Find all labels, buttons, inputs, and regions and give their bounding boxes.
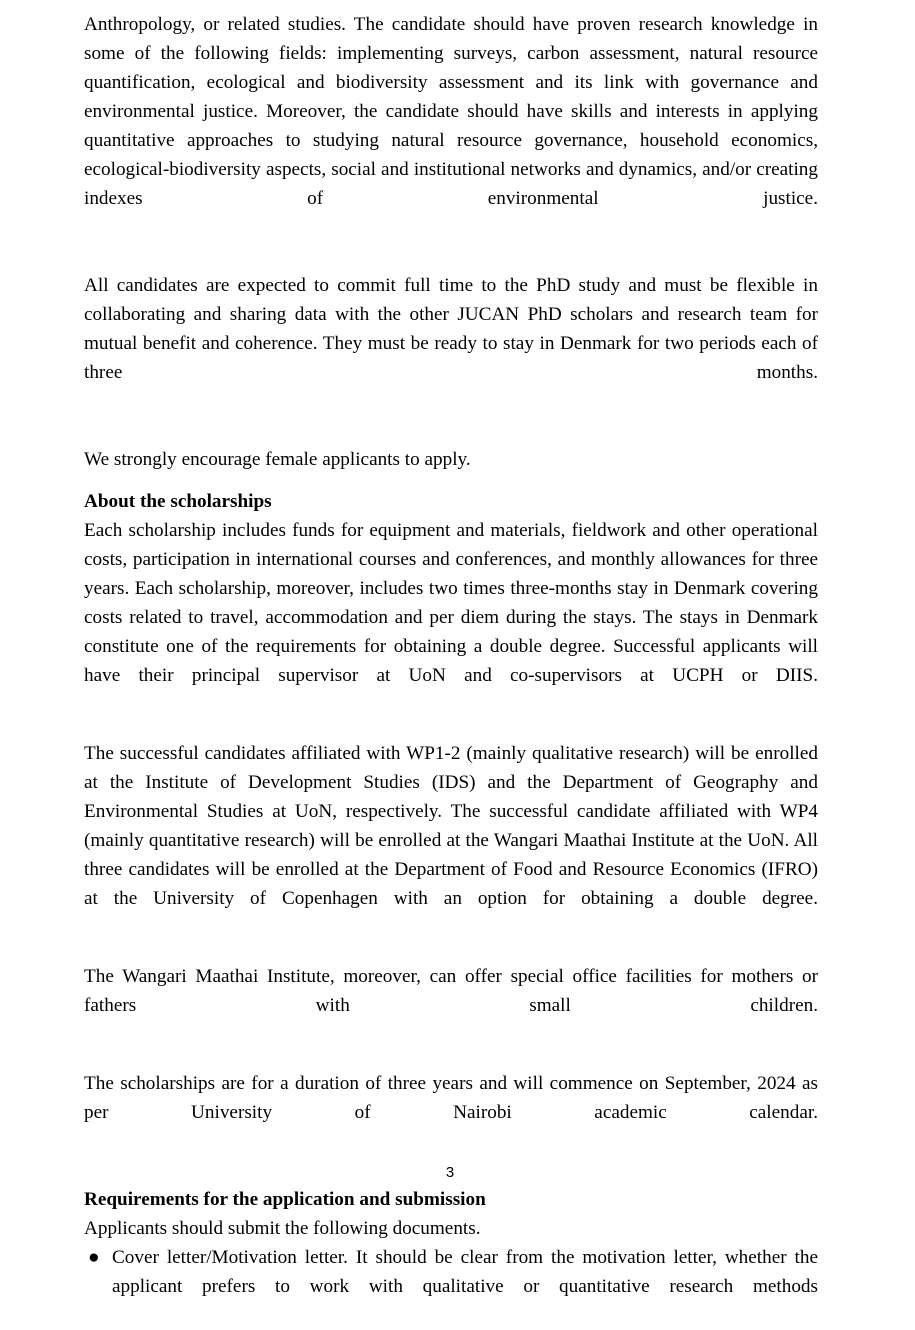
required-documents-list	[84, 1243, 818, 1330]
heading-requirements-for-application: Requirements for the application and submission	[84, 1189, 486, 1210]
paragraph-spacer	[84, 942, 818, 962]
paragraph-enrolment: The successful candidates affiliated with WP1-2 (mainly qualitative research) will be enrolled at the Institute of Development Studies (IDS) and the Department of Geography and Environmental Studies at UoN, respectively. The successful candidate affiliated with WP4 (mainly quantitative research) will be enrolled at the Wangari Maathai Institute at the UoN. All three candidates will be enrolled at the Department of Food and Resource Economics (IFRO) at the University of Copenhagen with an option for obtaining a double degree.	[84, 743, 818, 909]
page-body-text	[84, 10, 818, 1330]
paragraph-scholarship-funds: Each scholarship includes funds for equipment and materials, fieldwork and other operational costs, participation in international courses and conferences, and monthly allowances for three years. Each scholarship, moreover, includes two times three-months stay in Denmark covering costs related to travel, accommodation and per diem during the stays. The stays in Denmark constitute one of the requirements for obtaining a double degree. Successful applicants will have their principal supervisor at UoN and co-supervisors at UCPH or DIIS.	[84, 520, 818, 686]
page-number: 3	[445, 1164, 455, 1181]
paragraph-research-fields: Anthropology, or related studies. The candidate should have proven research knowledge in some of the following fields: implementing surveys, carbon assessment, natural resource quantification, ecological and biodiversity assessment and its link with governance and environmental justice. Moreover, the candidate should have skills and interests in applying quantitative approaches to studying natural resource governance, household economics, ecological-biodiversity aspects, social and institutional networks and dynamics, and/or creating indexes of environmental justice.	[84, 14, 818, 209]
paragraph-spacer	[84, 1049, 818, 1069]
paragraph-office-facilities: The Wangari Maathai Institute, moreover, can offer special office facilities for mothers or fathers with small children.	[84, 966, 818, 1016]
paragraph-commitment: All candidates are expected to commit full time to the PhD study and must be flexible in collaborating and sharing data with the other JUCAN PhD scholars and research team for mutual benefit and coherence. They must be ready to stay in Denmark for two periods each of three months.	[84, 275, 818, 383]
paragraph-spacer	[84, 242, 818, 271]
list-item	[84, 1243, 818, 1330]
paragraph-spacer	[84, 719, 818, 739]
bullet-icon: ●	[88, 1247, 100, 1268]
heading-about-the-scholarships: About the scholarships	[84, 491, 272, 512]
paragraph-duration: The scholarships are for a duration of three years and will commence on September, 2024 as per University of Nairobi academic calendar.	[84, 1073, 818, 1123]
paragraph-submit-intro: Applicants should submit the following documents.	[84, 1218, 481, 1239]
paragraph-spacer	[84, 416, 818, 445]
list-item-text: Cover letter/Motivation letter. It should be clear from the motivation letter, whether the applicant prefers to work with qualitative or quantitative research methods	[112, 1247, 818, 1297]
heading-spacer	[84, 474, 818, 487]
paragraph-female-applicants: We strongly encourage female applicants to apply.	[84, 449, 471, 470]
